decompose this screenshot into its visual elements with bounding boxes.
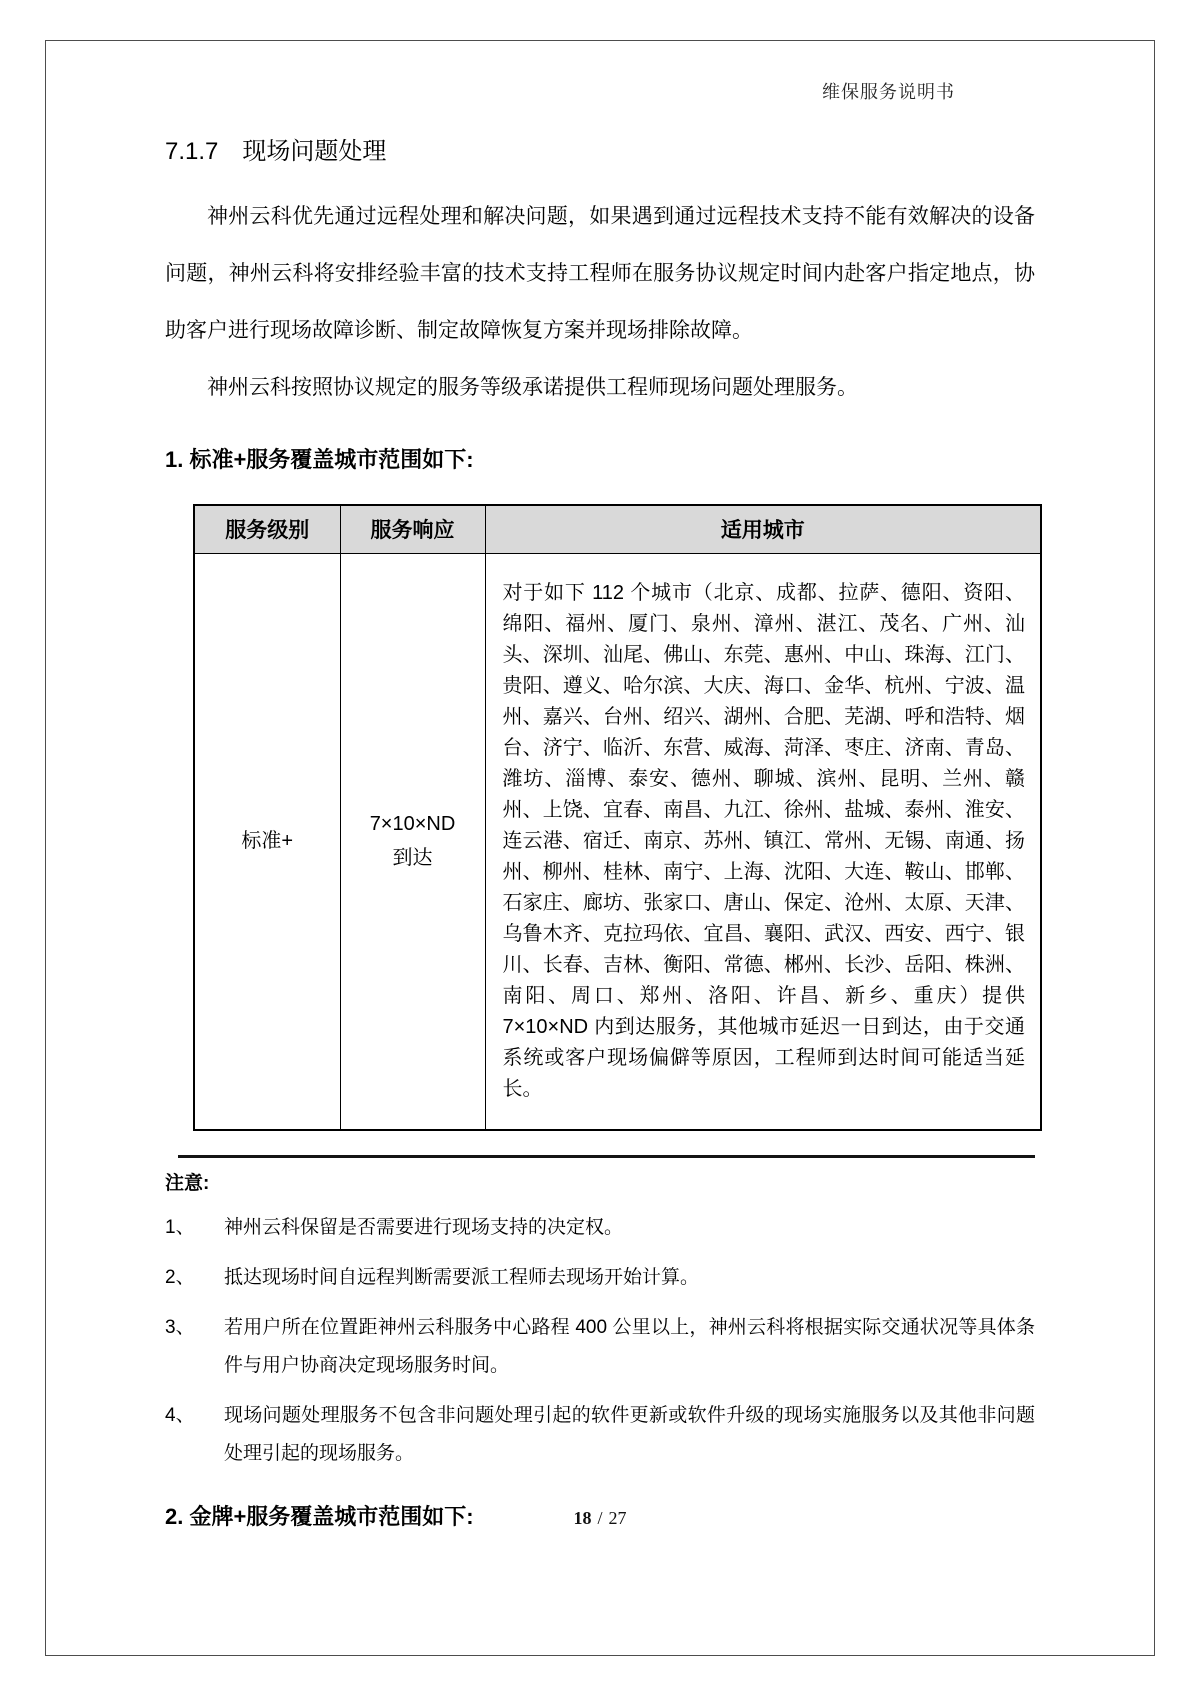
table-row-standard-plus bbox=[194, 553, 1041, 1130]
section-title: 现场问题处理 bbox=[242, 138, 387, 165]
footer-page-number: 18 bbox=[573, 1508, 592, 1528]
horizontal-divider bbox=[178, 1155, 1035, 1158]
heading-gold-coverage: 2. 金牌+服务覆盖城市范围如下: bbox=[165, 1503, 474, 1529]
note-item-2 bbox=[165, 1259, 1035, 1297]
footer-separator: / bbox=[597, 1508, 603, 1528]
note-item-1 bbox=[165, 1209, 1035, 1247]
paragraph-sla-commitment: 神州云科按照协议规定的服务等级承诺提供工程师现场问题处理服务。 bbox=[207, 376, 858, 399]
response-time-value: 7×10×ND bbox=[369, 813, 456, 835]
note-number: 3、 bbox=[165, 1316, 195, 1338]
cell-service-response bbox=[340, 553, 485, 1130]
note-text: 抵达现场时间自远程判断需要派工程师去现场开始计算。 bbox=[224, 1266, 700, 1288]
table-header-row bbox=[194, 505, 1041, 553]
note-number: 1、 bbox=[165, 1216, 195, 1238]
col-header-service-response: 服务响应 bbox=[340, 505, 485, 553]
section-number: 7.1.7 bbox=[165, 138, 219, 165]
page-footer bbox=[165, 1508, 1035, 1529]
note-item-3 bbox=[165, 1309, 1035, 1385]
note-text: 神州云科保留是否需要进行现场支持的决定权。 bbox=[224, 1216, 624, 1238]
service-coverage-table bbox=[193, 504, 1042, 1131]
cell-applicable-cities: 对于如下 112 个城市（北京、成都、拉萨、德阳、资阳、绵阳、福州、厦门、泉州、漳州、湛江、茂名、广州、汕头、深圳、汕尾、佛山、东莞、惠州、中山、珠海、江门、贵阳、遵义、哈尔滨、大庆、海口、金华、杭州、宁波、温州、嘉兴、台州、绍兴、湖州、合肥、芜湖、呼和浩特、烟台、济宁、临沂、东营、威海、菏泽、枣庄、济南、青岛、潍坊、淄博、泰安、德州、聊城、滨州、昆明、兰州、赣州、上饶、宜春、南昌、九江、徐州、盐城、泰州、淮安、连云港、宿迁、南京、苏州、镇江、常州、无锡、南通、扬州、柳州、桂林、南宁、上海、沈阳、大连、鞍山、邯郸、石家庄、廊坊、张家口、唐山、保定、沧州、太原、天津、乌鲁木齐、克拉玛依、宜昌、襄阳、武汉、西安、西宁、银川、长春、吉林、衡阳、常德、郴州、长沙、岳阳、株洲、南阳、周口、郑州、洛阳、许昌、新乡、重庆）提供 7×10×ND 内到达服务，其他城市延迟一日到达，由于交通系统或客户现场偏僻等原因，工程师到达时间可能适当延长。 bbox=[485, 553, 1041, 1130]
note-number: 2、 bbox=[165, 1266, 195, 1288]
cell-service-level: 标准+ bbox=[194, 553, 340, 1130]
note-item-4 bbox=[165, 1397, 1035, 1473]
note-text: 现场问题处理服务不包含非问题处理引起的软件更新或软件升级的现场实施服务以及其他非问题处理引起的现场服务。 bbox=[224, 1404, 1035, 1464]
note-number: 4、 bbox=[165, 1404, 195, 1426]
col-header-applicable-cities: 适用城市 bbox=[485, 505, 1041, 553]
heading-standard-coverage: 1. 标准+服务覆盖城市范围如下: bbox=[165, 447, 474, 472]
footer-total-pages: 27 bbox=[608, 1508, 627, 1528]
page-content bbox=[165, 0, 1035, 1533]
notes-label: 注意: bbox=[165, 1172, 210, 1194]
paragraph-remote-first: 神州云科优先通过远程处理和解决问题，如果遇到通过远程技术支持不能有效解决的设备问题，神州云科将安排经验丰富的技术支持工程师在服务协议规定时间内赴客户指定地点，协助客户进行现场故障诊断、制定故障恢复方案并现场排除故障。 bbox=[165, 205, 1035, 342]
document-header-title: 维保服务说明书 bbox=[822, 82, 955, 102]
note-text: 若用户所在位置距神州云科服务中心路程 400 公里以上，神州云科将根据实际交通状况等具体条件与用户协商决定现场服务时间。 bbox=[224, 1316, 1035, 1376]
col-header-service-level: 服务级别 bbox=[194, 505, 340, 553]
section-heading bbox=[165, 134, 1035, 170]
response-arrival-label: 到达 bbox=[392, 847, 433, 869]
